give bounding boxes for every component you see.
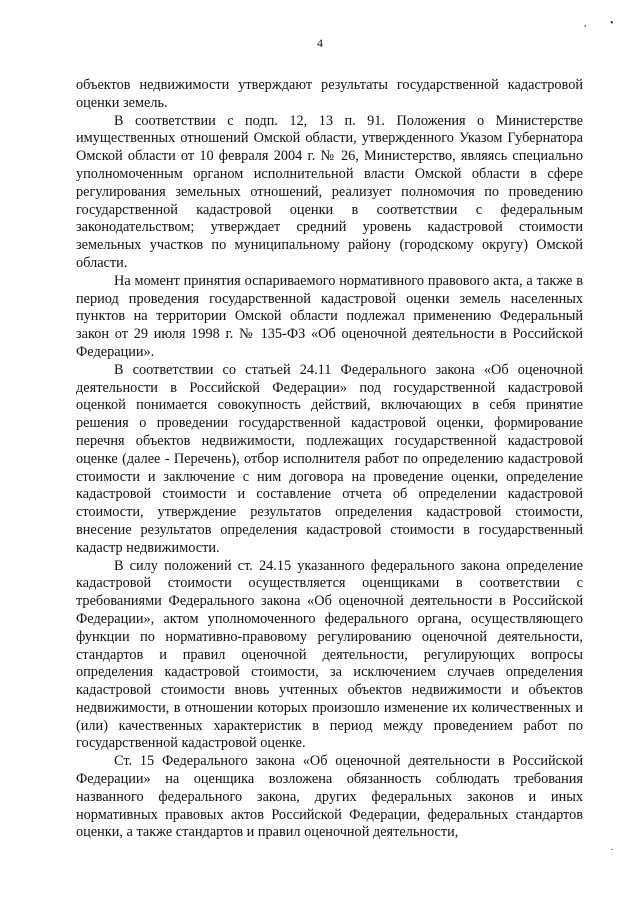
document-body (76, 77, 583, 842)
scan-mark: • (610, 18, 614, 29)
paragraph-ministry-powers: В соответствии с подп. 12, 13 п. 91. Положения о Министерстве имущественных отношений Омской области, утвержденного Указом Губернатора Омской области от 10 февраля 2004 г. № 26, Министерство, являясь специально уполномоченным органом исполнительной власти Омской области в сфере регулирования земельных отношений, реализует полномочия по проведению государственной кадастровой оценки в соответствии с федеральным законодательством; утверждает средний уровень кадастровой стоимости земельных участков по муниципальному району (городскому округу) Омской области. (76, 112, 583, 271)
paragraph-continuation: объектов недвижимости утверждают результаты государственной кадастровой оценки земель. (76, 77, 583, 111)
paragraph-applicable-law: На момент принятия оспариваемого нормативного правового акта, а также в период проведения государственной кадастровой оценки земель населенных пунктов на территории Омской области подлежал применению Федеральный закон от 29 июля 1998 г. № 135-ФЗ «Об оценочной деятельности в Российской Федерации». (76, 272, 583, 360)
page-number: 4 (317, 36, 323, 50)
scan-mark: . (611, 842, 614, 853)
paragraph-article-15: Ст. 15 Федерального закона «Об оценочной деятельности в Российской Федерации» на оценщика возложена обязанность соблюдать требования названного федерального закона, других федеральных законов и иных нормативных правовых актов Российской Федерации, федеральных стандартов оценки, а также стандартов и правил оценочной деятельности, (76, 753, 583, 841)
paragraph-article-24-15: В силу положений ст. 24.15 указанного федерального закона определение кадастровой стоимости осуществляется оценщиками в соответствии с требованиями Федерального закона «Об оценочной деятельности в Российской Федерации», актом уполномоченного федерального органа, осуществляющего функции по нормативно-правовому регулированию оценочной деятельности, стандартов и правил оценочной деятельности, регулирующих вопросы определения кадастровой стоимости, за исключением случаев определения кадастровой стоимости вновь учтенных объектов недвижимости и объектов недвижимости, в отношении которых произошло изменение их количественных и (или) качественных характеристик в период между проведением работ по государственной кадастровой оценке. (76, 557, 583, 752)
scan-mark: , (584, 18, 587, 29)
paragraph-article-24-11: В соответствии со статьей 24.11 Федерального закона «Об оценочной деятельности в Российской Федерации» под государственной кадастровой оценкой понимается совокупность действий, включающих в себя принятие решения о проведении государственной кадастровой оценки, формирование перечня объектов недвижимости, подлежащих государственной кадастровой оценке (далее - Перечень), отбор исполнителя работ по определению кадастровой стоимости и заключение с ним договора на проведение оценки, определение кадастровой стоимости и составление отчета об определении кадастровой стоимости, утверждение результатов определения кадастровой стоимости, внесение результатов определения кадастровой стоимости в государственный кадастр недвижимости. (76, 361, 583, 556)
